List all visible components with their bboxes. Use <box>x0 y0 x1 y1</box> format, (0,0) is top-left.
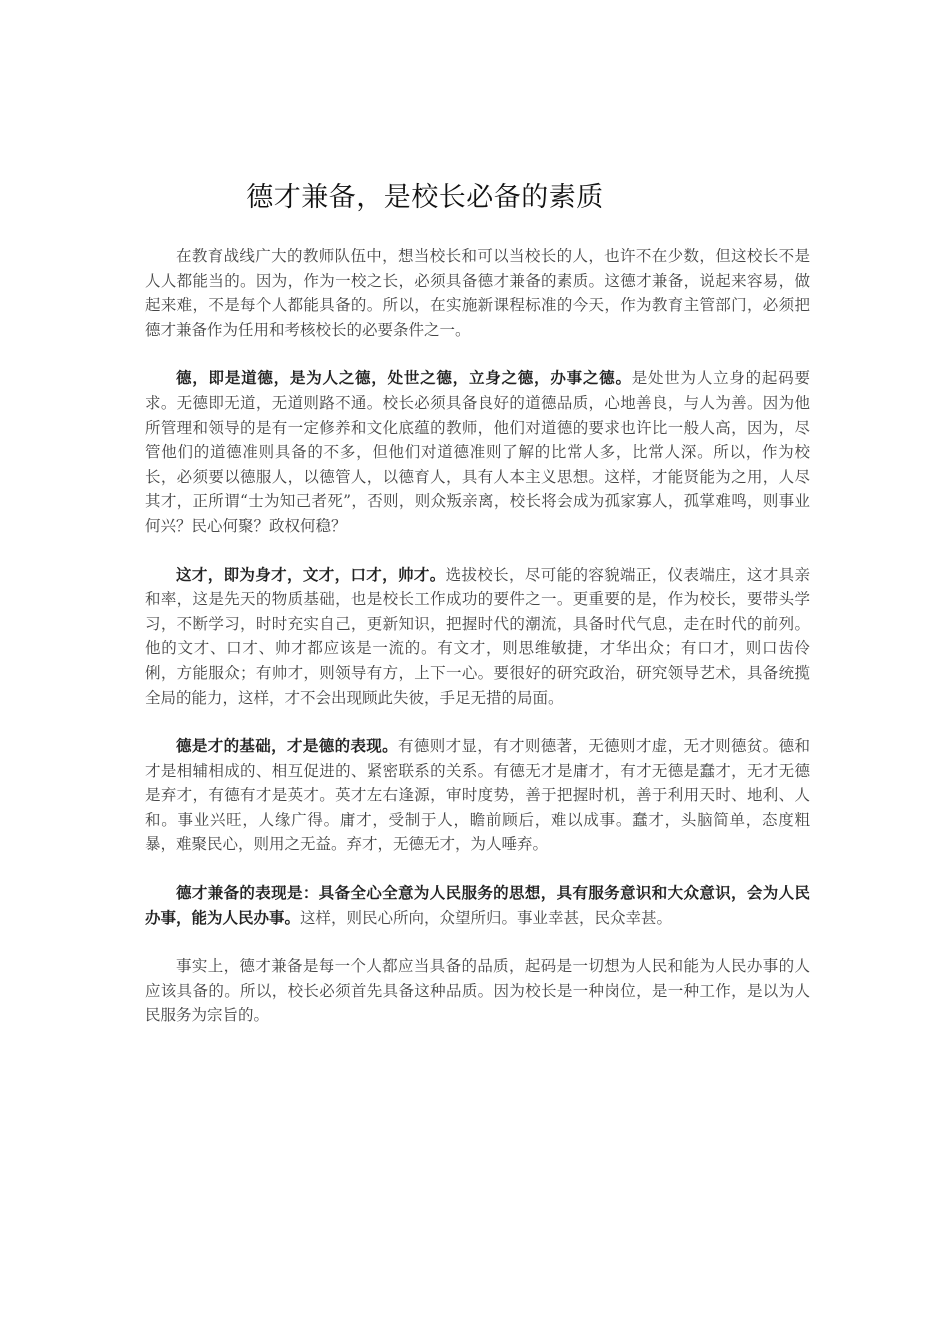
paragraph-intro <box>145 244 810 342</box>
paragraph-lead: 德是才的基础，才是德的表现。 <box>176 736 399 756</box>
paragraph-talent <box>145 563 810 711</box>
paragraph-text: 有德则才显，有才则德著，无德则才虚，无才则德贫。德和才是相辅相成的、相互促进的、紧密联系的关系。有德无才是庸才，有才无德是蠢才，无才无德是弃才，有德有才是英才。英才左右逢源，审时度势，善于把握时机，善于利用天时、地利、人和。事业兴旺，人缘广得。庸才，受制于人，瞻前顾后，难以成事。蠢才，头脑简单，态度粗暴，难聚民心，则用之无益。弃才，无德无才，为人唾弃。 <box>145 737 810 854</box>
paragraph-text: 在教育战线广大的教师队伍中，想当校长和可以当校长的人，也许不在少数，但这校长不是人人都能当的。因为，作为一校之长，必须具备德才兼备的素质。这德才兼备，说起来容易，做起来难，不是每个人都能具备的。所以，在实施新课程标准的今天，作为教育主管部门，必须把德才兼备作为任用和考核校长的必要条件之一。 <box>145 247 810 339</box>
paragraph-lead: 德才兼备的表现是：具备全心全意为人民服务的思想，具有服务意识和大众意识，会为人民办事，能为人民办事。 <box>145 883 810 927</box>
paragraph-text: 是处世为人立身的起码要求。无德即无道，无道则路不通。校长必须具备良好的道德品质，心地善良，与人为善。因为他所管理和领导的是有一定修养和文化底蕴的教师，他们对道德的要求也许比一般人高，因为，尽管他们的道德准则具备的不多，但他们对道德准则了解的比常人多，比常人深。所以，作为校长，必须要以德服人，以德管人，以德育人，具有人本主义思想。这样，才能贤能为之用，人尽其才，正所谓“士为知己者死”，否则，则众叛亲离，校长将会成为孤家寡人，孤掌难鸣，则事业何兴？民心何聚？政权何稳？ <box>145 369 810 535</box>
paragraph-relation <box>145 734 810 857</box>
paragraph-text: 事实上，德才兼备是每一个人都应当具备的品质，起码是一切想为人民和能为人民办事的人应该具备的。所以，校长必须首先具备这种品质。因为校长是一种岗位，是一种工作，是以为人民服务为宗旨的。 <box>145 957 810 1025</box>
paragraph-text: 选拔校长，尽可能的容貌端正，仪表端庄，这才具亲和率，这是先天的物质基础，也是校长工作成功的要件之一。更重要的是，作为校长，要带头学习，不断学习，时时充实自己，更新知识，把握时代的潮流，具备时代气息，走在时代的前列。他的文才、口才、帅才都应该是一流的。有文才，则思维敏捷，才华出众；有口才，则口齿伶俐，方能服众；有帅才，则领导有方，上下一心。要很好的研究政治，研究领导艺术，具备统揽全局的能力，这样，才不会出现顾此失彼，手足无措的局面。 <box>145 565 810 707</box>
paragraph-lead: 德，即是道德，是为人之德，处世之德，立身之德，办事之德。 <box>176 368 632 388</box>
paragraph-lead: 这才，即为身才，文才，口才，帅才。 <box>176 564 446 584</box>
document-body <box>145 244 810 1052</box>
page-title: 德才兼备，是校长必备的素质 <box>246 182 604 213</box>
paragraph-text: 这样，则民心所向，众望所归。事业幸甚，民众幸甚。 <box>300 908 673 927</box>
paragraph-conclusion <box>145 954 810 1028</box>
paragraph-manifestation <box>145 881 810 930</box>
paragraph-virtue <box>145 366 810 538</box>
